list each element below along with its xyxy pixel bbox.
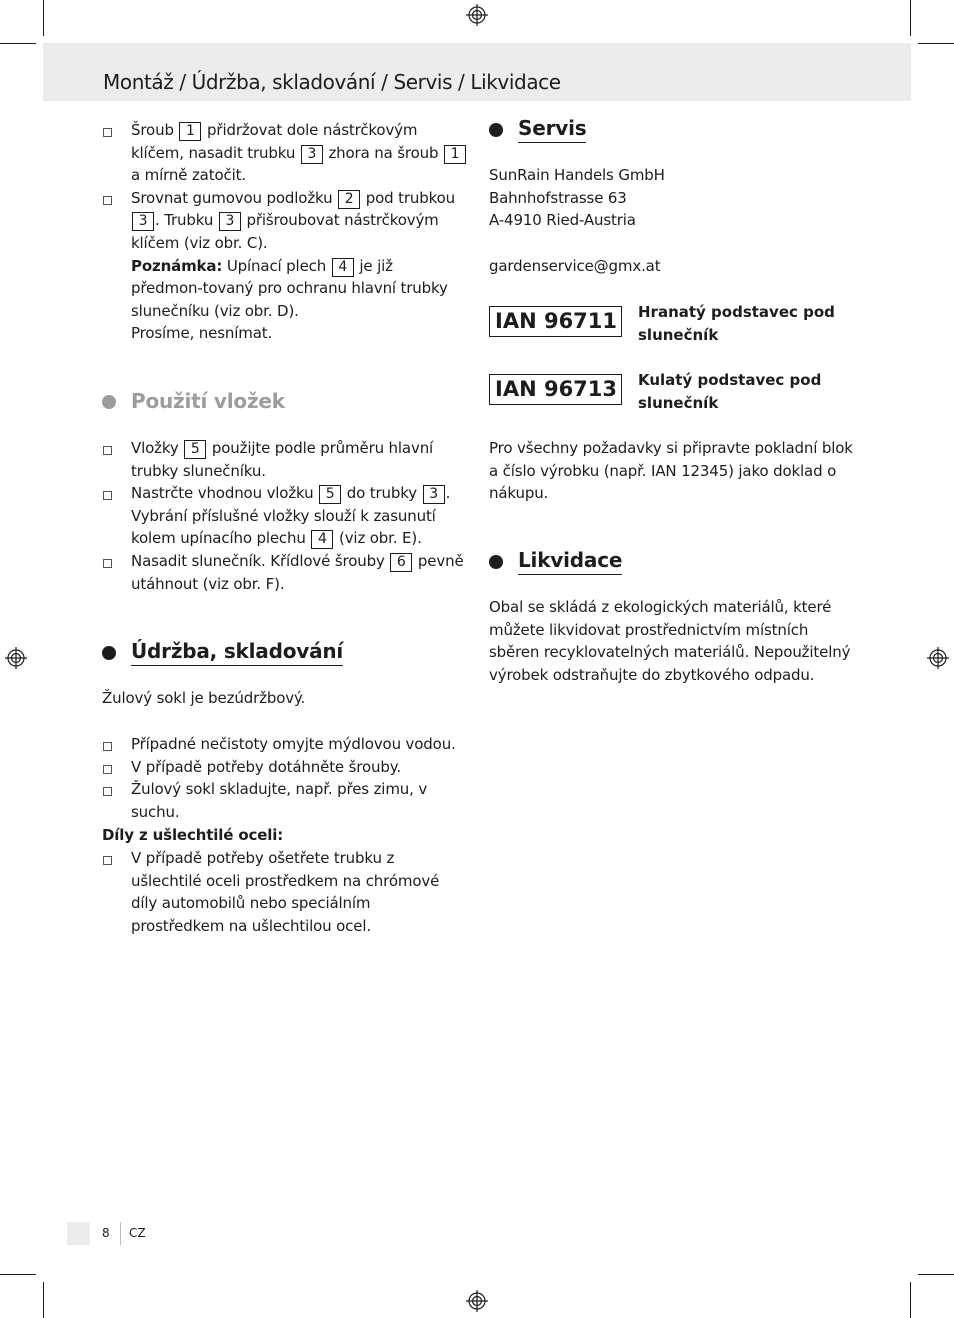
ian-description: Hranatý podstavec pod slunečník bbox=[638, 303, 835, 344]
address-line: SunRain Handels GmbH bbox=[489, 166, 665, 184]
page-title: Montáž / Údržba, skladování / Servis / Likvidace bbox=[103, 70, 561, 94]
ian-box: IAN 96713 bbox=[489, 374, 622, 405]
part-number-box: 1 bbox=[179, 122, 201, 141]
service-heading-text: Servis bbox=[518, 116, 586, 143]
service-heading bbox=[489, 116, 586, 143]
part-number-box: 2 bbox=[338, 190, 360, 209]
registration-mark-icon bbox=[927, 647, 949, 669]
crop-mark-icon bbox=[43, 0, 44, 36]
maintenance-intro: Žulový sokl je bezúdržbový. bbox=[102, 689, 306, 707]
service-text: Pro všechny požadavky si připravte pokladní blok a číslo výrobku (např. IAN 12345) jako doklad o nákupu. bbox=[489, 439, 853, 503]
maintenance-list bbox=[102, 733, 468, 823]
ian-description: Kulatý podstavec pod slunečník bbox=[638, 371, 822, 412]
crop-mark-icon bbox=[918, 1274, 954, 1275]
ian-box: IAN 96711 bbox=[489, 306, 622, 337]
list-item: Vložky 5 použijte podle průměru hlavní trubky slunečníku. bbox=[102, 437, 468, 482]
list-item: Nasadit slunečník. Křídlové šrouby 6 pevně utáhnout (viz obr. F). bbox=[102, 550, 468, 595]
page-number: 8 bbox=[102, 1226, 110, 1240]
part-number-box: 5 bbox=[184, 440, 206, 459]
crop-mark-icon bbox=[43, 1282, 44, 1318]
registration-mark-icon bbox=[5, 647, 27, 669]
part-number-box: 3 bbox=[301, 145, 323, 164]
note-please: Prosíme, nesnímat. bbox=[131, 324, 273, 343]
service-email[interactable]: gardenservice@gmx.at bbox=[489, 257, 661, 275]
disposal-text: Obal se skládá z ekologických materiálů, které můžete likvidovat prostřednictvím místních sběren recyklovatelných materiálů. Nepoužitelný výrobek odstraňujte do zbytkového odpadu. bbox=[489, 598, 851, 684]
footer-marker bbox=[67, 1222, 90, 1245]
list-item: Srovnat gumovou podložku 2 pod trubkou 3 . Trubku 3 přišroubovat nástrčkovým klíčem (viz obr. C). bbox=[102, 187, 468, 255]
maintenance-heading bbox=[102, 639, 343, 666]
list-item: Šroub 1 přidržovat dole nástrčkovým klíčem, nasadit trubku 3 zhora na šroub 1 a mírně zatočit. bbox=[102, 119, 468, 187]
steel-heading: Díly z ušlechtilé oceli: bbox=[102, 826, 284, 844]
steel-list bbox=[102, 847, 468, 937]
section-dot-icon bbox=[489, 555, 503, 569]
crop-mark-icon bbox=[910, 0, 911, 36]
registration-mark-icon bbox=[466, 1290, 488, 1312]
crop-mark-icon bbox=[910, 1282, 911, 1318]
part-number-box: 3 bbox=[423, 485, 445, 504]
service-address bbox=[489, 164, 859, 232]
crop-mark-icon bbox=[0, 1274, 36, 1275]
section-dot-icon bbox=[489, 123, 503, 137]
list-item: V případě potřeby dotáhněte šrouby. bbox=[102, 756, 468, 779]
part-number-box: 1 bbox=[444, 145, 466, 164]
part-number-box: 3 bbox=[219, 212, 241, 231]
crop-mark-icon bbox=[918, 43, 954, 44]
language-code: CZ bbox=[129, 1226, 146, 1240]
maintenance-heading-text: Údržba, skladování bbox=[131, 639, 343, 666]
left-top-list bbox=[102, 119, 468, 345]
address-line: Bahnhofstrasse 63 bbox=[489, 188, 627, 207]
note-text: Upínací plech 4 je již předmon-tovaný pro ochranu hlavní trubky slunečníku (viz obr. D). bbox=[131, 256, 448, 320]
note-paragraph bbox=[102, 255, 468, 323]
inserts-list bbox=[102, 437, 468, 595]
list-item: Nastrčte vhodnou vložku 5 do trubky 3 . Vybrání příslušné vložky slouží k zasunutí kolem upínacího plechu 4 (viz obr. E). bbox=[102, 482, 468, 550]
part-number-box: 4 bbox=[332, 258, 354, 277]
list-item: Případné nečistoty omyjte mýdlovou vodou. bbox=[102, 733, 468, 756]
part-number-box: 6 bbox=[390, 553, 412, 572]
footer-divider bbox=[120, 1222, 121, 1245]
part-number-box: 3 bbox=[132, 212, 154, 231]
note-label: Poznámka: bbox=[131, 256, 223, 275]
crop-mark-icon bbox=[0, 43, 36, 44]
section-dot-icon bbox=[102, 395, 116, 409]
disposal-heading-text: Likvidace bbox=[518, 548, 622, 575]
top-items bbox=[102, 119, 468, 255]
part-number-box: 5 bbox=[319, 485, 341, 504]
address-line: A-4910 Ried-Austria bbox=[489, 211, 636, 230]
section-dot-icon bbox=[102, 646, 116, 660]
registration-mark-icon bbox=[466, 4, 488, 26]
inserts-heading bbox=[102, 389, 285, 415]
list-item: V případě potřeby ošetřete trubku z ušlechtilé oceli prostředkem na chrómové díly automobilů nebo speciálním prostředkem na ušlechtilou ocel. bbox=[102, 847, 468, 937]
disposal-heading bbox=[489, 548, 622, 575]
part-number-box: 4 bbox=[311, 530, 333, 549]
inserts-heading-text: Použití vložek bbox=[131, 389, 285, 413]
list-item: Žulový sokl skladujte, např. přes zimu, v suchu. bbox=[102, 778, 468, 823]
